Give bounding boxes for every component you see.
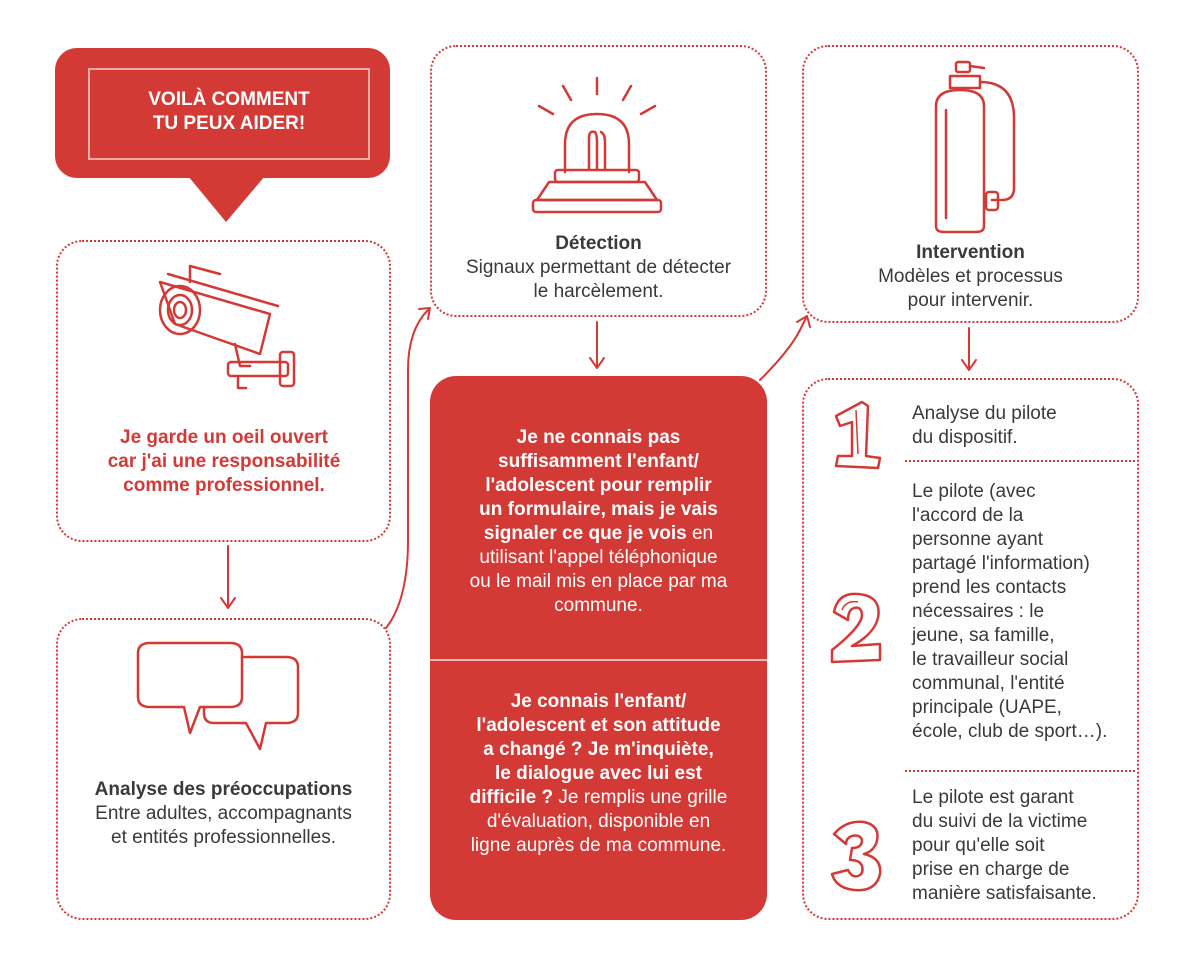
detection-text: Détection Signaux permettant de détecter le harcèlement. [465,233,732,302]
observe-text: Je garde un oeil ouvert car j'ai une responsabilité comme professionnel. [107,427,341,496]
intervention-text: Intervention Modèles et processus pour intervenir. [878,242,1063,311]
header-title: VOILÀ COMMENT TU PEUX AIDER! [148,89,310,134]
step-3-text: Le pilote est garant du suivi de la victime pour qu'elle soit prise en charge de manière satisfaisante. [912,787,1097,904]
arrow-case-to-intervention [760,318,806,380]
step-1-text: Analyse du pilote du dispositif. [912,403,1057,448]
step-2-text: Le pilote (avec l'accord de la personne ayant partagé l'information) prend les contacts nécessaires : le jeune, sa famille, le travailleur social communal, l'entité principale (UAPE, école, club de sport…). [912,481,1108,742]
analyse-text: Analyse des préoccupations Entre adultes, accompagnants et entités professionnelles. [94,779,353,848]
case1-text: Je ne connais pas suffisamment l'enfant/ l'adolescent pour remplir un formulaire, mais je vais signaler ce que je vois en utilisant l'appel téléphonique ou le mail mis en place par ma commune. [469,427,728,616]
case2-text: Je connais l'enfant/ l'adolescent et son attitude a changé ? Je m'inquiète, le dialogue avec lui est difficile ? Je remplis une grille d'évaluation, disponible en ligne auprès de ma commune. [469,691,728,856]
arrow-analyse-to-detection [386,310,428,628]
